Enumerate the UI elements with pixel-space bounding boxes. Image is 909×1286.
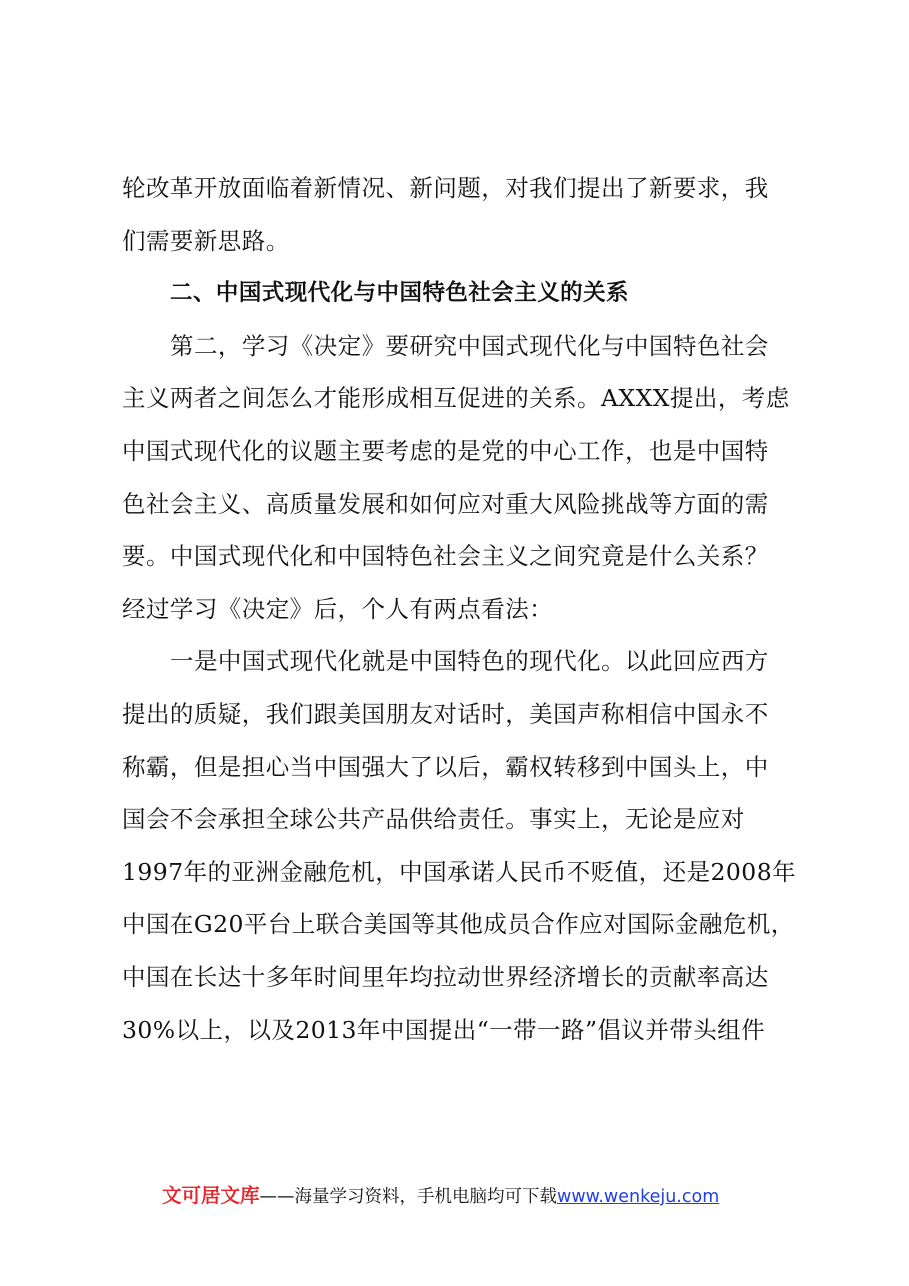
body-line: 要。中国式现代化和中国特色社会主义之间究竟是什么关系？ — [122, 542, 769, 571]
footer-slogan: ——海量学习资料，手机电脑均可下载 — [259, 1187, 558, 1207]
body-line: 中国在长达十多年时间里年均拉动世界经济增长的贡献率高达 — [122, 962, 769, 991]
body-line: 国会不会承担全球公共产品供给责任。事实上，无论是应对 — [122, 805, 745, 834]
paragraph-start-line: 一是中国式现代化就是中国特色的现代化。以此回应西方 — [170, 647, 769, 676]
body-line: 提出的质疑，我们跟美国朋友对话时，美国声称相信中国永不 — [122, 699, 769, 728]
document-body — [122, 162, 798, 1056]
body-line: 称霸，但是担心当中国强大了以后，霸权转移到中国头上，中 — [122, 752, 769, 781]
footer-brand-name: 文可居文库 — [162, 1184, 260, 1207]
body-line: 经过学习《决定》后，个人有两点看法： — [122, 594, 554, 623]
body-line: 色社会主义、高质量发展和如何应对重大风险挑战等方面的需 — [122, 489, 769, 518]
footer-banner — [162, 1182, 719, 1211]
paragraph-start-line: 第二，学习《决定》要研究中国式现代化与中国特色社会 — [170, 331, 769, 360]
body-line: 们需要新思路。 — [122, 226, 290, 255]
body-line: 中国在G20平台上联合美国等其他成员合作应对国际金融危机， — [122, 910, 795, 939]
body-line: 轮改革开放面临着新情况、新问题，对我们提出了新要求，我 — [122, 174, 769, 202]
body-line: 中国式现代化的议题主要考虑的是党的中心工作，也是中国特 — [122, 436, 769, 465]
body-line: 主义两者之间怎么才能形成相互促进的关系。AXXX提出，考虑 — [122, 384, 790, 413]
footer-website-link[interactable]: www.wenkeju.com — [557, 1187, 720, 1207]
body-line: 1997年的亚洲金融危机，中国承诺人民币不贬值，还是2008年 — [122, 857, 797, 886]
section-heading: 二、中国式现代化与中国特色社会主义的关系 — [170, 280, 630, 307]
body-line: 30%以上，以及2013年中国提出“一带一路”倡议并带头组件 — [122, 1015, 766, 1044]
